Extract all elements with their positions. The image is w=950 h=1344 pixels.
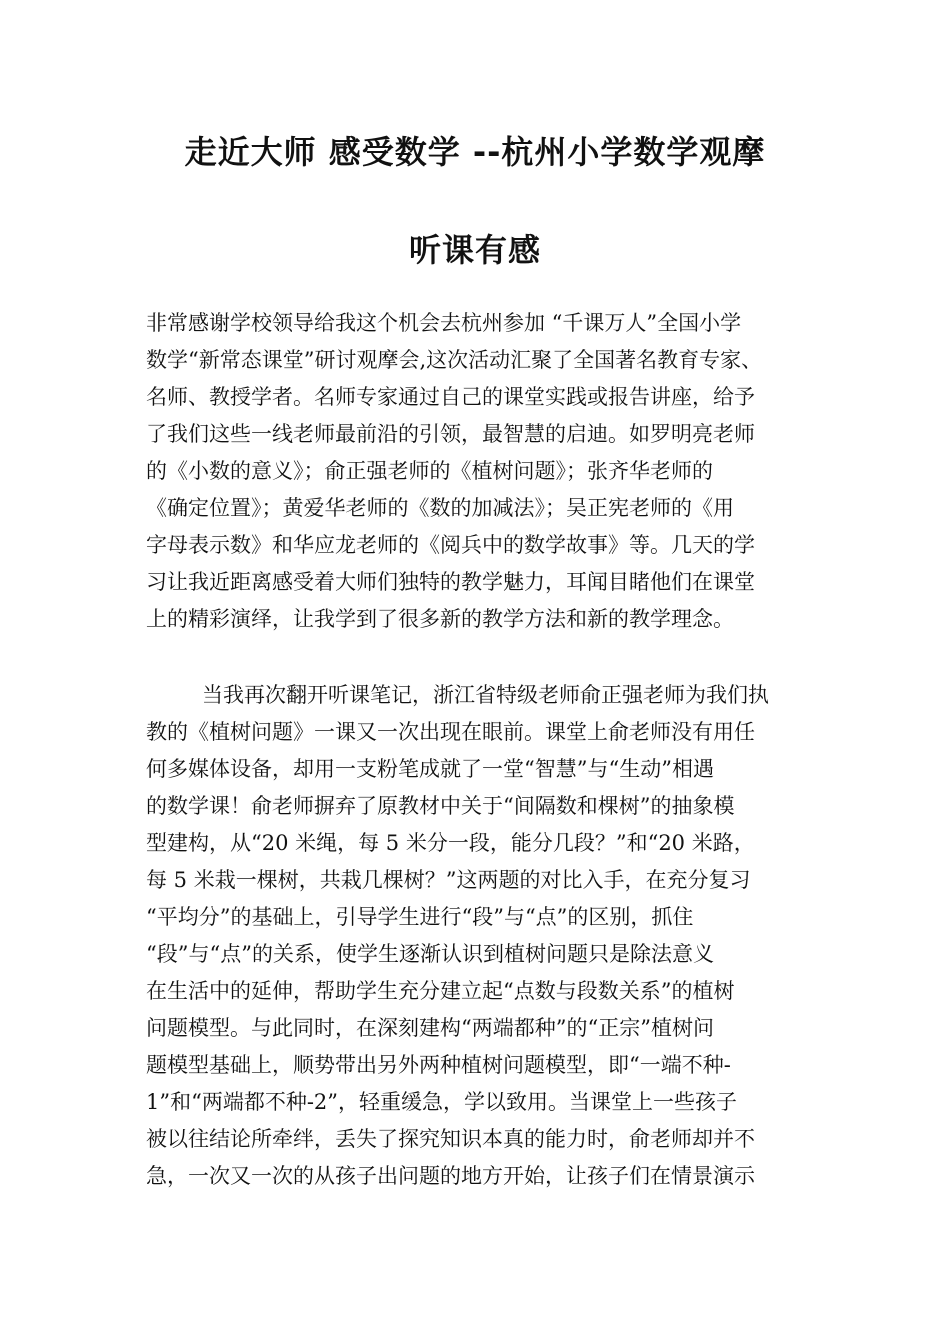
paragraph-line: 每 5 米栽一棵树，共栽几棵树？”这两题的对比入手，在充分复习 (146, 868, 751, 892)
paragraph-line: 的《小数的意义》；俞正强老师的《植树问题》；张齐华老师的 (146, 459, 713, 483)
paragraph-line: 教的《植树问题》一课又一次出现在眼前。课堂上俞老师没有用任 (146, 720, 755, 744)
paragraph-line: 字母表示数》和华应龙老师的《阅兵中的数学故事》等。几天的学 (146, 533, 755, 557)
paragraph-line: 型建构，从“20 米绳，每 5 米分一段，能分几段？”和“20 米路， (146, 831, 755, 855)
paragraph-line: 名师、教授学者。名师专家通过自己的课堂实践或报告讲座，给予 (146, 385, 755, 409)
paragraph-line: 何多媒体设备，却用一支粉笔成就了一堂“智慧”与“生动”相遇 (146, 757, 714, 781)
document-title-line-1: 走近大师 感受数学 --杭州小学数学观摩 (184, 133, 766, 171)
paragraph-line: 在生活中的延伸，帮助学生充分建立起“点数与段数关系”的植树 (146, 979, 735, 1003)
paragraph-line: 1”和“两端都不种-2”，轻重缓急，学以致用。当课堂上一些孩子 (146, 1090, 738, 1114)
paragraph-line: “段”与“点”的关系，使学生逐渐认识到植树问题只是除法意义 (146, 942, 714, 966)
paragraph-line: 上的精彩演绎，让我学到了很多新的教学方法和新的教学理念。 (146, 607, 734, 631)
paragraph-line: 问题模型。与此同时，在深刻建构“两端都种”的“正宗”植树问 (146, 1016, 714, 1040)
paragraph-line: 非常感谢学校领导给我这个机会去杭州参加 “千课万人”全国小学 (146, 311, 742, 335)
paragraph-line: 题模型基础上，顺势带出另外两种植树问题模型，即“一端不种- (146, 1053, 731, 1077)
paragraph-line: 习让我近距离感受着大师们独特的教学魅力，耳闻目睹他们在课堂 (146, 570, 755, 594)
paragraph-line: 了我们这些一线老师最前沿的引领，最智慧的启迪。如罗明亮老师 (146, 422, 755, 446)
paragraph-line: 数学“新常态课堂”研讨观摩会,这次活动汇聚了全国著名教育专家、 (146, 348, 763, 372)
paragraph-line: 被以往结论所牵绊，丢失了探究知识本真的能力时，俞老师却并不 (146, 1127, 755, 1151)
paragraph-1 (146, 305, 810, 638)
paragraph-line: 的数学课！俞老师摒弃了原教材中关于“间隔数和棵树”的抽象模 (146, 794, 735, 818)
paragraph-first-line: 当我再次翻开听课笔记，浙江省特级老师俞正强老师为我们执 (202, 683, 769, 707)
paragraph-line: 急，一次又一次的从孩子出问题的地方开始，让孩子们在情景演示 (146, 1164, 755, 1188)
document-title-line-2: 听课有感 (408, 231, 541, 269)
paragraph-line: 《确定位置》；黄爱华老师的《数的加减法》；吴正宪老师的《用 (146, 496, 734, 520)
paragraph-2 (146, 677, 810, 1195)
paragraph-line: “平均分”的基础上，引导学生进行“段”与“点”的区别，抓住 (146, 905, 694, 929)
